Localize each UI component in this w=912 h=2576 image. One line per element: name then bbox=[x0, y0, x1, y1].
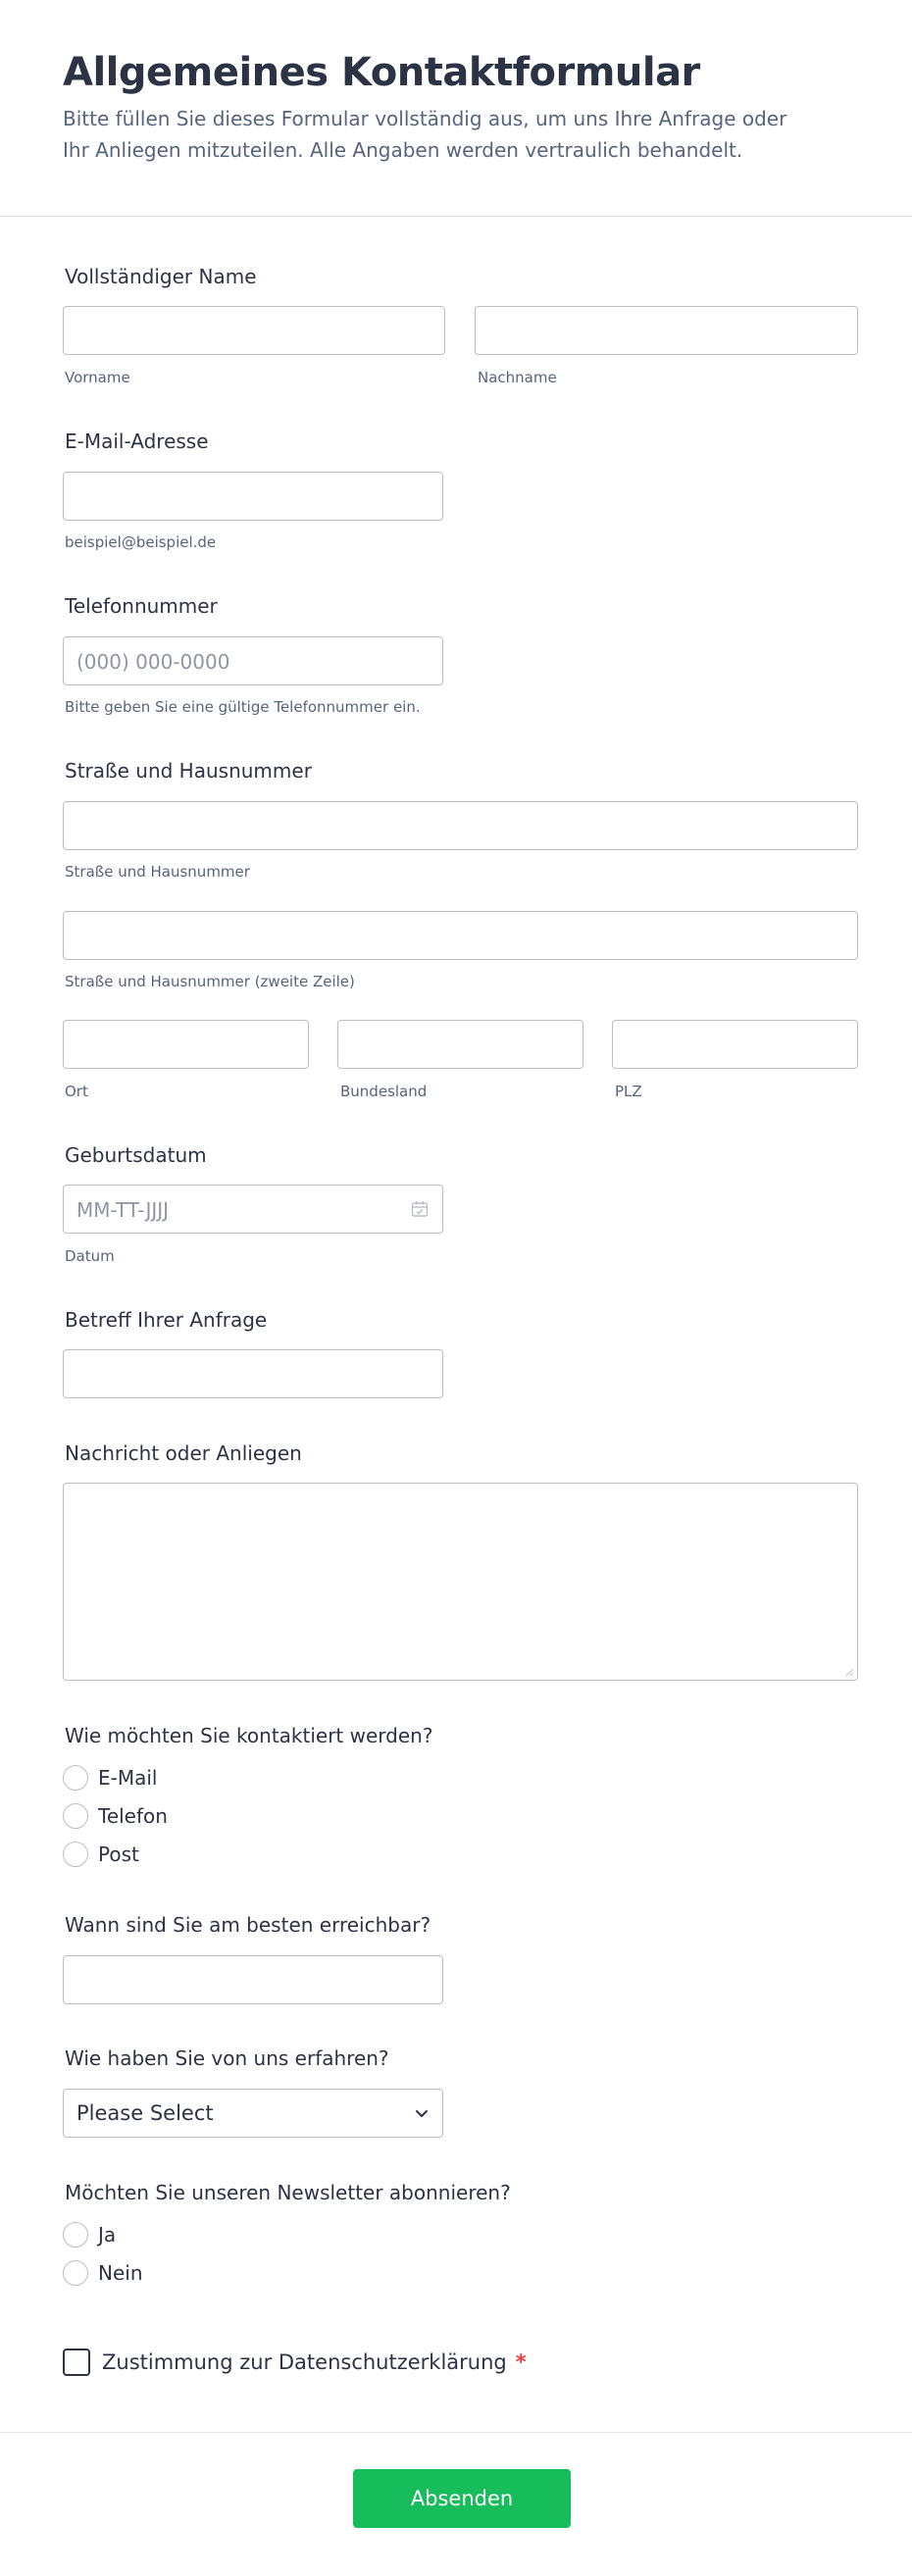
message-label: Nachricht oder Anliegen bbox=[65, 1441, 302, 1465]
state-input[interactable] bbox=[337, 1020, 583, 1069]
availability-input[interactable] bbox=[63, 1955, 443, 2004]
birthdate-input[interactable] bbox=[63, 1185, 443, 1234]
radio-label: E-Mail bbox=[98, 1766, 158, 1790]
availability-label: Wann sind Sie am besten erreichbar? bbox=[65, 1913, 431, 1937]
email-sublabel: beispiel@beispiel.de bbox=[65, 533, 217, 551]
phone-input[interactable] bbox=[63, 636, 443, 685]
email-label: E-Mail-Adresse bbox=[65, 429, 209, 453]
chevron-down-icon bbox=[414, 2105, 430, 2121]
radio-label: Nein bbox=[98, 2261, 143, 2285]
radio-option-email[interactable] bbox=[63, 1763, 157, 1793]
address-label: Straße und Hausnummer bbox=[65, 759, 312, 783]
radio-button[interactable] bbox=[63, 1765, 88, 1791]
resize-grip-icon[interactable] bbox=[844, 1667, 854, 1677]
first-name-input[interactable] bbox=[63, 306, 445, 355]
radio-button[interactable] bbox=[63, 1803, 88, 1829]
newsletter-label: Möchten Sie unseren Newsletter abonnieren? bbox=[65, 2181, 511, 2204]
subject-input[interactable] bbox=[63, 1349, 443, 1398]
phone-placeholder: (000) 000-0000 bbox=[76, 650, 230, 674]
state-sublabel: Bundesland bbox=[340, 1083, 428, 1100]
submit-button[interactable]: Absenden bbox=[353, 2469, 571, 2528]
street-line2-input[interactable] bbox=[63, 911, 858, 960]
zip-input[interactable] bbox=[612, 1020, 858, 1069]
contact-method-label: Wie möchten Sie kontaktiert werden? bbox=[65, 1724, 433, 1747]
radio-option-post[interactable] bbox=[63, 1840, 139, 1869]
message-textarea[interactable] bbox=[63, 1483, 858, 1681]
referral-select[interactable] bbox=[63, 2089, 443, 2138]
birthdate-sublabel: Datum bbox=[65, 1247, 115, 1265]
subject-label: Betreff Ihrer Anfrage bbox=[65, 1308, 268, 1332]
street-line2-sublabel: Straße und Hausnummer (zweite Zeile) bbox=[65, 973, 355, 990]
phone-label: Telefonnummer bbox=[65, 594, 218, 618]
form-header bbox=[0, 0, 912, 217]
radio-label: Telefon bbox=[98, 1804, 168, 1828]
calendar-icon[interactable] bbox=[410, 1199, 430, 1219]
email-input[interactable] bbox=[63, 472, 443, 521]
referral-label: Wie haben Sie von uns erfahren? bbox=[65, 2046, 389, 2070]
street-line1-input[interactable] bbox=[63, 801, 858, 850]
birthdate-label: Geburtsdatum bbox=[65, 1143, 207, 1167]
street-line1-sublabel: Straße und Hausnummer bbox=[65, 863, 250, 881]
city-input[interactable] bbox=[63, 1020, 309, 1069]
zip-sublabel: PLZ bbox=[615, 1083, 642, 1100]
full-name-label: Vollständiger Name bbox=[65, 265, 257, 288]
page-title: Allgemeines Kontaktformular bbox=[63, 50, 700, 95]
radio-option-yes[interactable] bbox=[63, 2220, 116, 2249]
required-mark: * bbox=[515, 2350, 527, 2374]
last-name-sublabel: Nachname bbox=[478, 369, 557, 386]
birthdate-placeholder: MM-TT-JJJJ bbox=[76, 1198, 170, 1222]
radio-button[interactable] bbox=[63, 1842, 88, 1867]
consent-label: Zustimmung zur Datenschutzerklärung bbox=[102, 2350, 507, 2374]
consent-checkbox[interactable] bbox=[63, 2349, 90, 2376]
radio-button[interactable] bbox=[63, 2260, 88, 2286]
consent-row[interactable] bbox=[63, 2347, 527, 2378]
radio-label: Post bbox=[98, 1843, 139, 1866]
phone-sublabel: Bitte geben Sie eine gültige Telefonnummer ein. bbox=[65, 698, 421, 716]
footer-divider bbox=[0, 2432, 912, 2433]
radio-option-no[interactable] bbox=[63, 2258, 143, 2288]
referral-selected-value: Please Select bbox=[76, 2101, 214, 2125]
radio-option-phone[interactable] bbox=[63, 1801, 168, 1831]
radio-label: Ja bbox=[98, 2223, 117, 2247]
radio-button[interactable] bbox=[63, 2222, 88, 2248]
form-description: Bitte füllen Sie dieses Formular vollständig aus, um uns Ihre Anfrage oder Ihr Anliegen mitzuteilen. Alle Angaben werden vertraulich behandelt. bbox=[63, 107, 787, 162]
last-name-input[interactable] bbox=[475, 306, 858, 355]
first-name-sublabel: Vorname bbox=[65, 369, 130, 386]
city-sublabel: Ort bbox=[65, 1083, 88, 1100]
